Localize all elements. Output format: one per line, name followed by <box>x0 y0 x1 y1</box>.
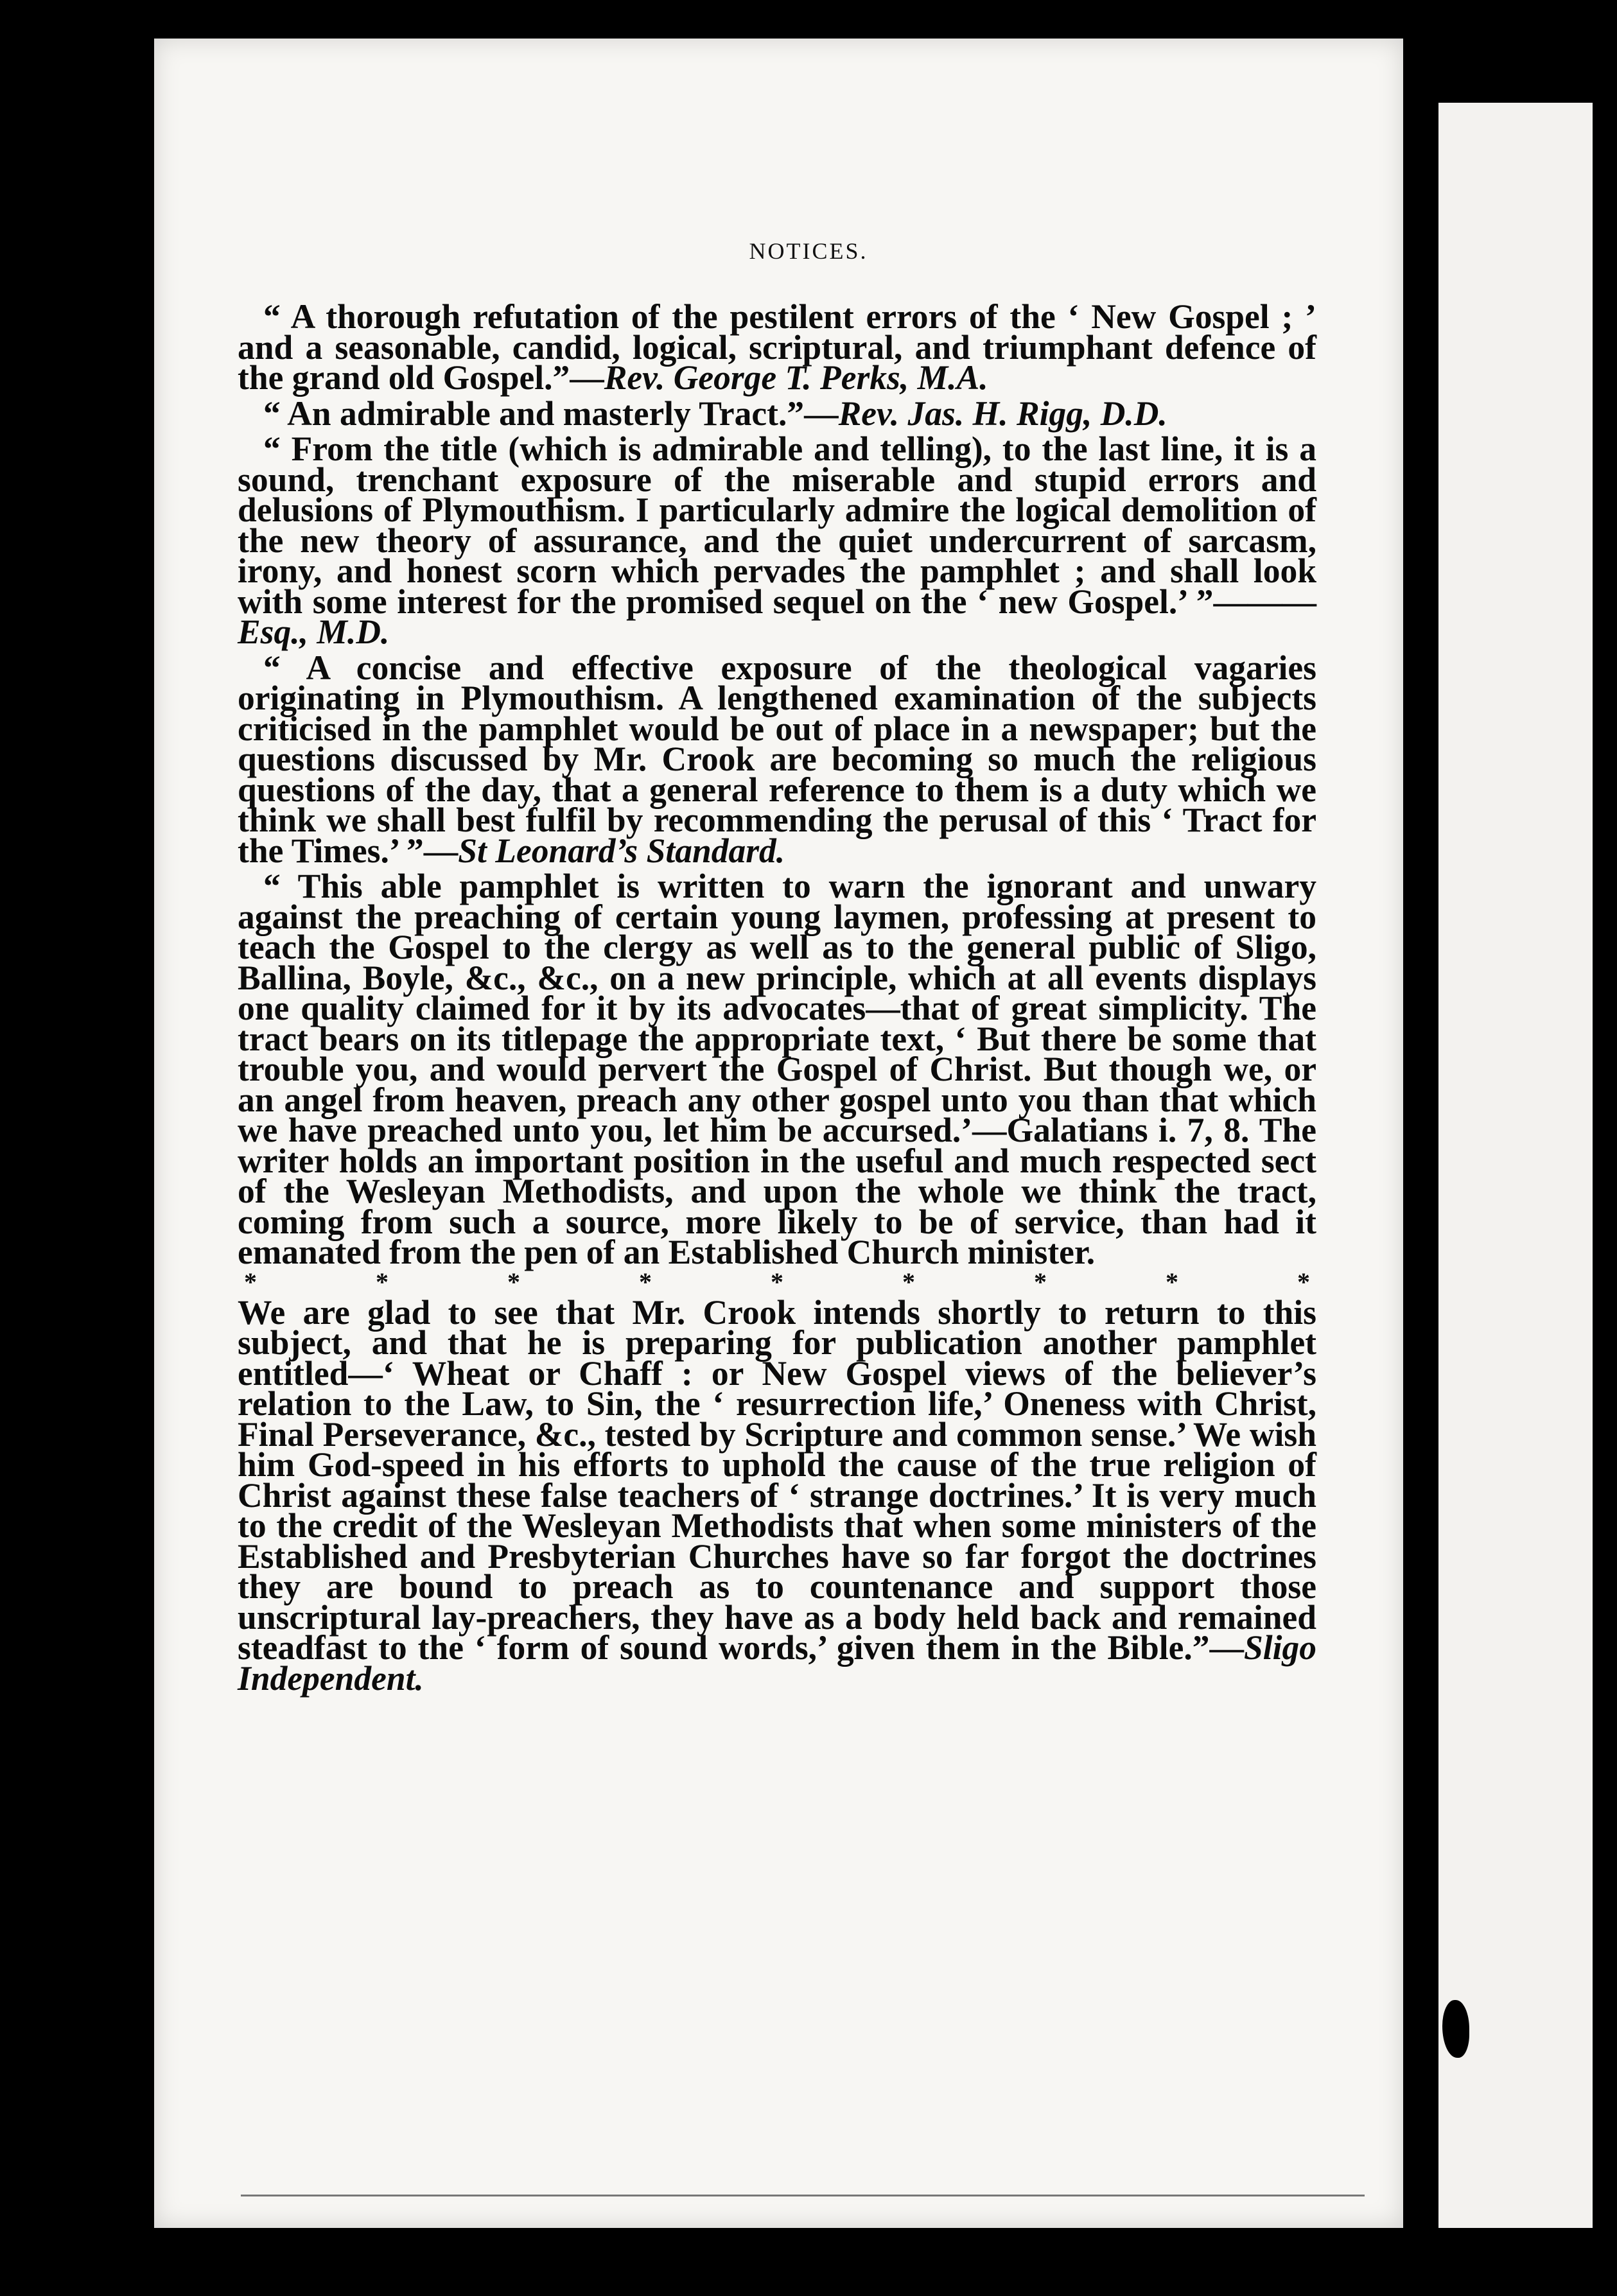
page-edge-line <box>241 2195 1365 2196</box>
notice-paragraph: “ From the title (which is admirable and telling), to the last line, it is a sound, trenchant exposure of the miserable and stupid errors and delusions of Plymouthism. I particularly admire the logical demolition of the new theory of assurance, and the quiet undercurrent of sarcasm, irony, and honest scorn which pervades the pamphlet ; and shall look with some interest for the promised sequel on the ‘ new Gospel.’ ”———Esq., M.D. <box>238 430 1316 651</box>
notice-attribution: Rev. George T. Perks, M.A. <box>604 358 988 397</box>
notice-paragraph: “ This able pamphlet is written to warn the ignorant and unwary against the preaching of certain young laymen, professing at present to teach the Gospel to the clergy as well as to the general public of Sligo, Ballina, Boyle, &c., &c., on a new principle, which at all events displays one quality claimed for it by its advocates—that of great simplicity. The tract bears on its titlepage the appropriate text, ‘ But there be some that trouble you, and would pervert the Gospel of Christ. But though we, or an angel from heaven, preach any other gospel unto you than that which we have preached unto you, let him be accursed.’—Galatians i. 7, 8. The writer holds an important position in the useful and much respected sect of the Wesleyan Methodists, and upon the whole we think the tract, coming from such a source, more likely to be of service, than had it emanated from the pen of an Established Church minister. <box>238 867 1316 1271</box>
ink-blot <box>1442 2000 1469 2058</box>
notice-paragraph: “ A concise and effective exposure of the theological vagaries originating in Plymouthism. A lengthened examination of the subjects criticised in the pamphlet would be out of place in a newspaper; but the questions discussed by Mr. Crook are becoming so much the religious questions of the day, that a general reference to them is a duty which we think we shall best fulfil by recommending the perusal of this ‘ Tract for the Times.’ ”—St Leonard’s Standard. <box>238 648 1316 870</box>
notice-attribution: Esq., M.D. <box>238 613 390 651</box>
notices-body <box>238 297 1316 1699</box>
facing-page-edge <box>1438 103 1593 2228</box>
final-notice-paragraph: We are glad to see that Mr. Crook intends shortly to return to this subject, and that he is preparing for publication another pamphlet entitled—‘ Wheat or Chaff : or New Gospel views of the believer’s relation to the Law, to Sin, the ‘ resurrection life,’ Oneness with Christ, Final Perseverance, &c., tested by Scripture and common sense.’ We wish him God-speed in his efforts to uphold the cause of the true religion of Christ against these false teachers of ‘ strange doctrines.’ It is very much to the credit of the Wesleyan Methodists that when some ministers of the Established and Presbyterian Churches have so far forgot the doctrines they are bound to preach as to countenance and support those unscriptural lay-preachers, they have as a body held back and remained steadfast to the ‘ form of sound words,’ given them in the Bible.”—Sligo Independent. <box>238 1292 1316 1698</box>
notice-attribution: Sligo Independent. <box>238 1628 1316 1698</box>
notice-attribution: Rev. Jas. H. Rigg, D.D. <box>838 394 1167 433</box>
page-header: NOTICES. <box>749 238 868 264</box>
section-separator: * * * * * * * * * <box>244 1267 1310 1296</box>
notice-paragraph: “ A thorough refutation of the pestilent errors of the ‘ New Gospel ; ’ and a seasonable, candid, logical, scriptural, and triumphant defence of the grand old Gospel.”—Rev. George T. Perks, M.A. <box>238 297 1316 397</box>
notice-attribution: St Leonard’s Standard. <box>458 831 785 870</box>
notice-paragraph: “ An admirable and masterly Tract.”—Rev. Jas. H. Rigg, D.D. <box>263 394 1167 433</box>
